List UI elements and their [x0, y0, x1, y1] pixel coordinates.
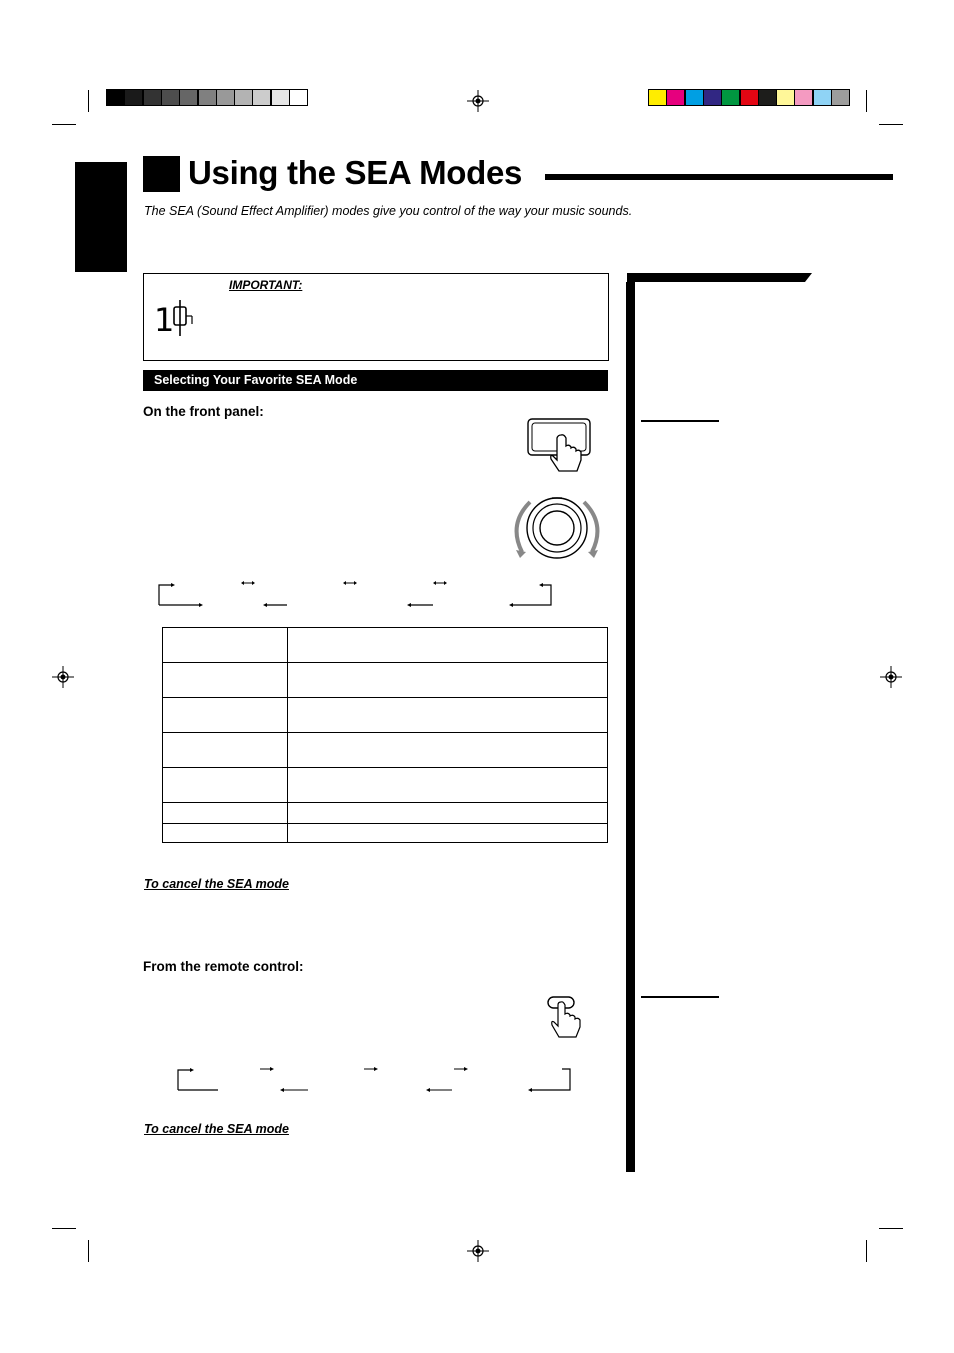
table-row: [163, 698, 608, 733]
svg-text:1: 1: [154, 301, 175, 338]
crop-mark: [88, 90, 89, 112]
registration-mark-icon: [467, 1240, 489, 1262]
crop-mark: [88, 1240, 89, 1262]
mode-description-cell: [288, 628, 608, 663]
color-swatch: [813, 89, 832, 106]
color-swatch: [776, 89, 795, 106]
right-column-vertical-bar: [626, 282, 635, 1172]
remote-control-heading: From the remote control:: [143, 959, 304, 974]
page-title: Using the SEA Modes: [188, 154, 523, 191]
crop-mark: [879, 124, 903, 125]
color-swatch: [740, 89, 759, 106]
sea-button-press-icon: [525, 416, 595, 476]
registration-mark-icon: [467, 90, 489, 112]
table-row: [163, 824, 608, 843]
mode-name-cell: [163, 803, 288, 824]
mode-description-cell: [288, 698, 608, 733]
table-row: [163, 663, 608, 698]
table-row: [163, 768, 608, 803]
title-rule: [545, 174, 893, 180]
gray-swatch: [179, 89, 198, 106]
color-swatch: [648, 89, 667, 106]
color-swatch: [721, 89, 740, 106]
language-side-tab: [75, 162, 127, 272]
color-swatch: [794, 89, 813, 106]
gray-swatch: [216, 89, 235, 106]
sea-mode-table: [162, 627, 608, 843]
intro-text: The SEA (Sound Effect Amplifier) modes give you control of the way your music sounds.: [144, 204, 633, 218]
mode-description-cell: [288, 803, 608, 824]
color-swatch: [685, 89, 704, 106]
crop-mark: [52, 1228, 76, 1229]
gray-swatch: [234, 89, 253, 106]
front-panel-mode-cycle-diagram: [155, 576, 565, 610]
title-square-marker: [143, 156, 180, 192]
registration-mark-icon: [880, 666, 902, 688]
table-row: [163, 733, 608, 768]
color-swatch: [703, 89, 722, 106]
mode-name-cell: [163, 733, 288, 768]
control-dial-icon: [508, 494, 606, 562]
mode-description-cell: [288, 768, 608, 803]
color-swatch: [758, 89, 777, 106]
gray-swatch: [271, 89, 290, 106]
mode-description-cell: [288, 824, 608, 843]
color-swatch: [666, 89, 685, 106]
gray-swatch: [289, 89, 308, 106]
remote-mode-cycle-diagram: [174, 1062, 576, 1096]
mode-name-cell: [163, 768, 288, 803]
gray-swatch: [143, 89, 162, 106]
right-column-rule: [641, 996, 719, 998]
important-label: IMPORTANT:: [229, 278, 303, 292]
mode-description-cell: [288, 663, 608, 698]
front-panel-heading: On the front panel:: [143, 404, 264, 419]
crop-mark: [52, 124, 76, 125]
table-row: [163, 628, 608, 663]
mode-name-cell: [163, 663, 288, 698]
right-column-rule: [641, 420, 719, 422]
section-header: Selecting Your Favorite SEA Mode: [143, 370, 608, 391]
remote-button-press-icon: [544, 994, 584, 1042]
crop-mark: [866, 1240, 867, 1262]
important-notice-box: [143, 273, 609, 361]
crop-mark: [866, 90, 867, 112]
right-column-header-bar: [627, 273, 812, 282]
gray-swatch: [161, 89, 180, 106]
mode-description-cell: [288, 733, 608, 768]
mode-name-cell: [163, 698, 288, 733]
mode-name-cell: [163, 628, 288, 663]
registration-mark-icon: [52, 666, 74, 688]
table-row: [163, 803, 608, 824]
crop-mark: [879, 1228, 903, 1229]
cancel-sea-mode-heading: To cancel the SEA mode: [144, 877, 289, 891]
mode-name-cell: [163, 824, 288, 843]
gray-swatch: [198, 89, 217, 106]
gray-swatch: [106, 89, 125, 106]
gray-swatch: [124, 89, 143, 106]
cancel-sea-mode-heading: To cancel the SEA mode: [144, 1122, 289, 1136]
gray-swatch: [252, 89, 271, 106]
color-swatch: [831, 89, 850, 106]
hand-pointer-tab-icon: [154, 298, 194, 338]
